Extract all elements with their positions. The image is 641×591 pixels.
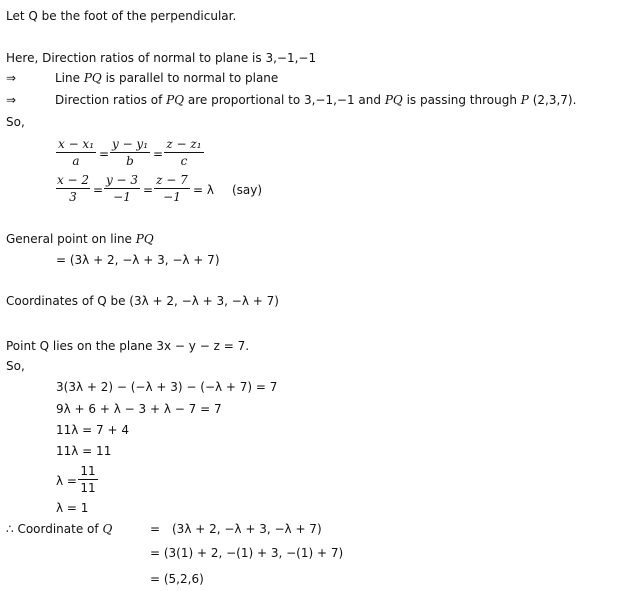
fraction-denominator: −1 — [113, 190, 131, 204]
fraction-bar — [56, 152, 96, 153]
direction-ratios-normal: Here, Direction ratios of normal to plane is 3,−1,−1 — [6, 51, 317, 65]
plane-text: Point Q lies on the plane — [6, 339, 157, 353]
final-answer: = (5,2,6) — [150, 572, 204, 586]
final-expr-2: = (3(1) + 2, −(1) + 3, −(1) + 7) — [150, 546, 344, 560]
final-equals: = — [150, 522, 161, 536]
so-label-1: So, — [6, 115, 25, 129]
plane-condition-line — [6, 340, 249, 352]
fraction-bar — [56, 188, 90, 189]
p-symbol: P — [520, 93, 529, 107]
therefore-text: ∴ Coordinate of — [6, 522, 103, 536]
fraction-numerator: z − z₁ — [166, 137, 202, 151]
fraction-x-sub — [56, 174, 90, 203]
fraction-y — [110, 138, 150, 167]
fraction-x — [56, 138, 96, 167]
so-label-2: So, — [6, 359, 25, 373]
plane-equation: 3x − y − z = 7. — [156, 339, 250, 353]
say-label: (say) — [232, 183, 263, 197]
point-p: (2,3,7). — [532, 93, 577, 107]
fraction-denominator: a — [72, 154, 80, 168]
step-lambda-one: λ = 1 — [56, 501, 89, 515]
equals-sign: = — [99, 147, 110, 161]
prop-text-a: Direction ratios of — [55, 93, 167, 107]
fraction-numerator: y − 3 — [105, 173, 139, 187]
equals-sign: = — [143, 183, 154, 197]
prop-text-c: is passing through — [402, 93, 521, 107]
fraction-bar — [164, 152, 204, 153]
fraction-denominator: c — [180, 154, 188, 168]
fraction-bar — [154, 188, 190, 189]
fraction-numerator: x − 2 — [56, 173, 90, 187]
fraction-numerator: 11 — [80, 464, 96, 478]
step-4: 11λ = 11 — [56, 444, 112, 458]
pq-symbol: PQ — [135, 232, 154, 246]
parallel-text-b: is parallel to normal to plane — [101, 71, 279, 85]
fraction-z — [164, 138, 204, 167]
parallel-statement — [55, 72, 278, 84]
equals-sign: = — [153, 147, 164, 161]
fraction-z-sub — [154, 174, 190, 203]
therefore-line — [6, 523, 112, 535]
step-2: 9λ + 6 + λ − 3 + λ − 7 = 7 — [56, 402, 222, 416]
prop-text-b: are proportional to 3,−1,−1 and — [184, 93, 385, 107]
fraction-bar — [110, 152, 150, 153]
step-3: 11λ = 7 + 4 — [56, 423, 130, 437]
fraction-y-sub — [104, 174, 140, 203]
fraction-numerator: z − 7 — [156, 173, 188, 187]
fraction-bar — [78, 479, 98, 480]
fraction-eleven — [78, 465, 98, 494]
general-point-text: General point on line — [6, 232, 136, 246]
fraction-denominator: b — [126, 154, 134, 168]
pq-symbol: PQ — [384, 93, 403, 107]
pq-symbol: PQ — [83, 71, 102, 85]
fraction-denominator: −1 — [163, 190, 181, 204]
implies-arrow-1: ⇒ — [6, 71, 17, 85]
fraction-denominator: 3 — [69, 190, 77, 204]
lambda-equals: λ = — [56, 474, 77, 488]
parallel-text-a: Line — [55, 71, 84, 85]
final-expr-1: (3λ + 2, −λ + 3, −λ + 7) — [172, 522, 322, 536]
fraction-bar — [104, 188, 140, 189]
equals-sign: = — [93, 183, 104, 197]
fraction-numerator: x − x₁ — [57, 137, 95, 151]
general-point-expr: = (3λ + 2, −λ + 3, −λ + 7) — [56, 253, 220, 267]
implies-arrow-2: ⇒ — [6, 93, 17, 107]
fraction-denominator: 11 — [80, 481, 96, 495]
proportional-statement — [55, 94, 576, 106]
coordinates-q-line: Coordinates of Q be (3λ + 2, −λ + 3, −λ + 7) — [6, 294, 279, 308]
general-point-label — [6, 233, 154, 245]
fraction-numerator: y − y₁ — [111, 137, 149, 151]
q-symbol: Q — [102, 522, 113, 536]
intro-line: Let Q be the foot of the perpendicular. — [6, 9, 237, 23]
step-1: 3(3λ + 2) − (−λ + 3) − (−λ + 7) = 7 — [56, 380, 278, 394]
equals-lambda: = λ — [193, 183, 214, 197]
pq-symbol: PQ — [166, 93, 185, 107]
